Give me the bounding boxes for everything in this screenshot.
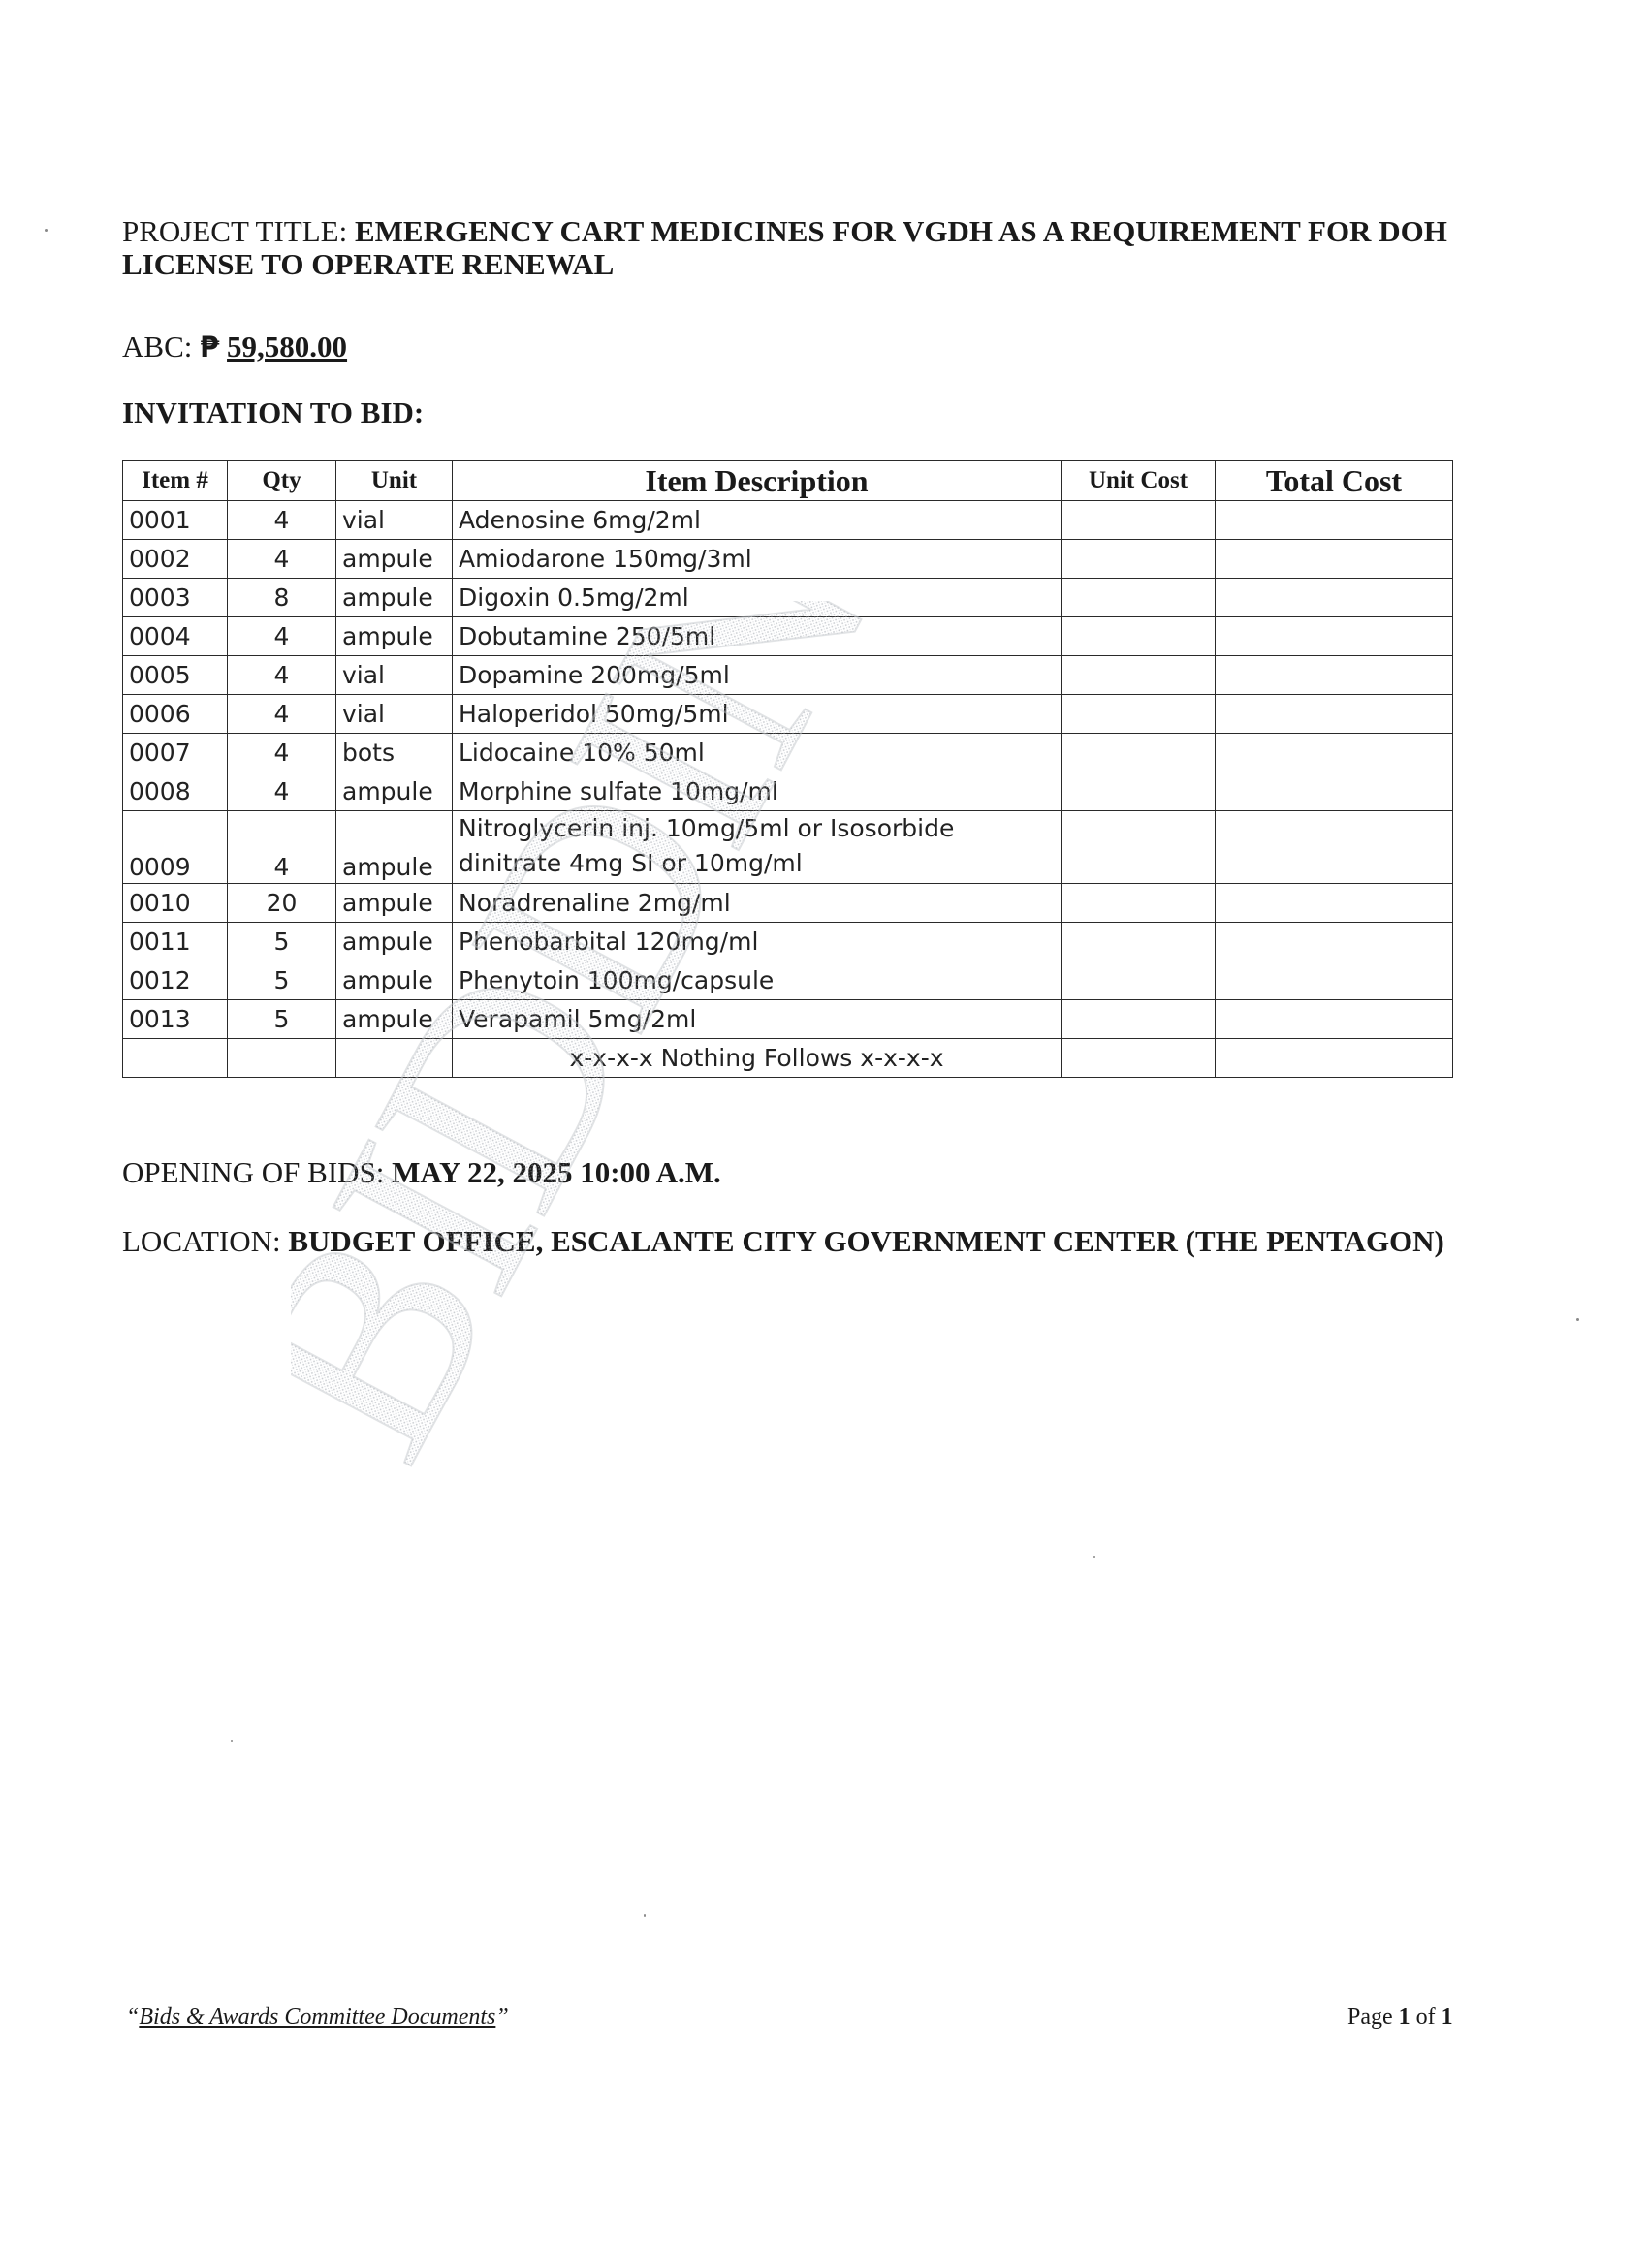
cell-unit: ampule xyxy=(336,961,453,1000)
page-total: 1 xyxy=(1441,2004,1453,2030)
cell-total-cost[interactable] xyxy=(1216,695,1453,734)
cell-total-cost[interactable] xyxy=(1216,656,1453,695)
page-current: 1 xyxy=(1398,2004,1410,2030)
scan-speck xyxy=(644,1914,646,1917)
cell-empty xyxy=(123,1039,228,1078)
cell-unit: bots xyxy=(336,734,453,772)
cell-total-cost[interactable] xyxy=(1216,1000,1453,1039)
page-number xyxy=(1347,2004,1453,2031)
cell-total-cost[interactable] xyxy=(1216,772,1453,811)
cell-item: 0007 xyxy=(123,734,228,772)
cell-description: Noradrenaline 2mg/ml xyxy=(453,884,1062,923)
cell-description: Haloperidol 50mg/5ml xyxy=(453,695,1062,734)
table-row xyxy=(123,884,1453,923)
cell-qty: 8 xyxy=(228,579,336,617)
cell-unit: vial xyxy=(336,501,453,540)
scan-speck xyxy=(1576,1318,1579,1321)
cell-unit-cost[interactable] xyxy=(1062,579,1216,617)
table-row xyxy=(123,617,1453,656)
table-row xyxy=(123,579,1453,617)
cell-item: 0005 xyxy=(123,656,228,695)
cell-qty: 4 xyxy=(228,617,336,656)
cell-qty: 4 xyxy=(228,695,336,734)
table-row xyxy=(123,501,1453,540)
cell-unit-cost[interactable] xyxy=(1062,923,1216,961)
opening-label: OPENING OF BIDS: xyxy=(122,1155,385,1189)
cell-qty: 5 xyxy=(228,923,336,961)
cell-unit-cost[interactable] xyxy=(1062,540,1216,579)
abc-label: ABC: xyxy=(122,330,193,363)
nothing-follows-text: x-x-x-x Nothing Follows x-x-x-x xyxy=(453,1039,1062,1078)
cell-total-cost[interactable] xyxy=(1216,579,1453,617)
cell-item: 0002 xyxy=(123,540,228,579)
footer-quote-open: “ xyxy=(126,2004,140,2030)
cell-unit-cost[interactable] xyxy=(1062,695,1216,734)
col-unit: Unit xyxy=(336,461,453,501)
cell-total-cost[interactable] xyxy=(1216,811,1453,884)
footer-committee-text: Bids & Awards Committee Documents xyxy=(139,2004,496,2030)
scan-speck xyxy=(231,1740,233,1742)
cell-unit: ampule xyxy=(336,884,453,923)
cell-description: Lidocaine 10% 50ml xyxy=(453,734,1062,772)
location-label: LOCATION: xyxy=(122,1224,281,1258)
table-row xyxy=(123,961,1453,1000)
col-qty: Qty xyxy=(228,461,336,501)
cell-unit: ampule xyxy=(336,579,453,617)
cell-qty: 5 xyxy=(228,1000,336,1039)
table-row xyxy=(123,656,1453,695)
cell-total-cost[interactable] xyxy=(1216,617,1453,656)
cell-unit: ampule xyxy=(336,540,453,579)
peso-sign: ₱ xyxy=(200,331,220,363)
cell-item: 0012 xyxy=(123,961,228,1000)
cell-total-cost[interactable] xyxy=(1216,501,1453,540)
cell-unit: vial xyxy=(336,695,453,734)
cell-qty: 4 xyxy=(228,811,336,884)
cell-total-cost[interactable] xyxy=(1216,540,1453,579)
page-of: of xyxy=(1415,2004,1436,2030)
cell-item: 0004 xyxy=(123,617,228,656)
cell-unit-cost[interactable] xyxy=(1062,656,1216,695)
project-title-text: EMERGENCY CART MEDICINES FOR VGDH AS A REQUIREMENT FOR DOH LICENSE TO OPERATE RENEWAL xyxy=(122,214,1447,281)
col-total-cost: Total Cost xyxy=(1216,461,1453,501)
cell-unit-cost[interactable] xyxy=(1062,772,1216,811)
table-row xyxy=(123,540,1453,579)
cell-item: 0008 xyxy=(123,772,228,811)
opening-value: MAY 22, 2025 10:00 A.M. xyxy=(392,1155,721,1189)
cell-qty: 20 xyxy=(228,884,336,923)
cell-item: 0010 xyxy=(123,884,228,923)
location-line xyxy=(122,1224,1444,1259)
footer-committee xyxy=(126,2004,509,2031)
col-unit-cost: Unit Cost xyxy=(1062,461,1216,501)
cell-description: Amiodarone 150mg/3ml xyxy=(453,540,1062,579)
scan-speck xyxy=(45,229,48,232)
cell-empty xyxy=(336,1039,453,1078)
cell-unit-cost[interactable] xyxy=(1062,884,1216,923)
cell-unit-cost[interactable] xyxy=(1062,961,1216,1000)
project-title-label: PROJECT TITLE: xyxy=(122,214,348,248)
cell-description: Phenobarbital 120mg/ml xyxy=(453,923,1062,961)
cell-unit: ampule xyxy=(336,1000,453,1039)
location-value: BUDGET OFFICE, ESCALANTE CITY GOVERNMENT CENTER (THE PENTAGON) xyxy=(288,1224,1444,1258)
cell-unit-cost[interactable] xyxy=(1062,811,1216,884)
page-label: Page xyxy=(1347,2004,1393,2030)
cell-description: Adenosine 6mg/2ml xyxy=(453,501,1062,540)
table-row xyxy=(123,734,1453,772)
cell-unit: ampule xyxy=(336,811,453,884)
cell-unit-cost[interactable] xyxy=(1062,501,1216,540)
cell-description: Dobutamine 250/5ml xyxy=(453,617,1062,656)
table-row xyxy=(123,1000,1453,1039)
cell-description: Nitroglycerin inj. 10mg/5ml or Isosorbide dinitrate 4mg SI or 10mg/ml xyxy=(453,811,1062,884)
cell-empty xyxy=(228,1039,336,1078)
cell-total-cost[interactable] xyxy=(1216,734,1453,772)
cell-unit-cost[interactable] xyxy=(1062,1000,1216,1039)
invitation-heading: INVITATION TO BID: xyxy=(122,395,425,429)
scan-speck xyxy=(1093,1556,1095,1558)
cell-description: Phenytoin 100mg/capsule xyxy=(453,961,1062,1000)
cell-description: Digoxin 0.5mg/2ml xyxy=(453,579,1062,617)
cell-total-cost[interactable] xyxy=(1216,884,1453,923)
cell-item: 0011 xyxy=(123,923,228,961)
items-table xyxy=(122,460,1453,1078)
opening-of-bids xyxy=(122,1155,721,1190)
cell-unit: vial xyxy=(336,656,453,695)
cell-unit: ampule xyxy=(336,923,453,961)
table-row xyxy=(123,695,1453,734)
table-header-row xyxy=(123,461,1453,501)
cell-qty: 5 xyxy=(228,961,336,1000)
cell-item: 0013 xyxy=(123,1000,228,1039)
cell-item: 0006 xyxy=(123,695,228,734)
cell-unit: ampule xyxy=(336,617,453,656)
cell-qty: 4 xyxy=(228,772,336,811)
cell-description: Verapamil 5mg/2ml xyxy=(453,1000,1062,1039)
cell-qty: 4 xyxy=(228,734,336,772)
cell-qty: 4 xyxy=(228,540,336,579)
table-row xyxy=(123,772,1453,811)
cell-qty: 4 xyxy=(228,501,336,540)
cell-item: 0003 xyxy=(123,579,228,617)
cell-total-cost[interactable] xyxy=(1216,961,1453,1000)
cell-empty xyxy=(1216,1039,1453,1078)
cell-total-cost[interactable] xyxy=(1216,923,1453,961)
cell-description: Morphine sulfate 10mg/ml xyxy=(453,772,1062,811)
table-row xyxy=(123,923,1453,961)
cell-item: 0001 xyxy=(123,501,228,540)
col-item-number: Item # xyxy=(123,461,228,501)
abc-amount: 59,580.00 xyxy=(227,330,348,363)
cell-empty xyxy=(1062,1039,1216,1078)
cell-description: Dopamine 200mg/5ml xyxy=(453,656,1062,695)
nothing-follows-row xyxy=(123,1039,1453,1078)
table-row xyxy=(123,811,1453,884)
abc-line xyxy=(122,330,347,364)
project-title xyxy=(122,215,1518,281)
col-item-description: Item Description xyxy=(453,461,1062,501)
cell-qty: 4 xyxy=(228,656,336,695)
cell-unit-cost[interactable] xyxy=(1062,617,1216,656)
watermark-text: BIDDING xyxy=(291,601,1027,1503)
cell-unit: ampule xyxy=(336,772,453,811)
footer-quote-close: ” xyxy=(495,2004,509,2030)
cell-unit-cost[interactable] xyxy=(1062,734,1216,772)
cell-item: 0009 xyxy=(123,811,228,884)
